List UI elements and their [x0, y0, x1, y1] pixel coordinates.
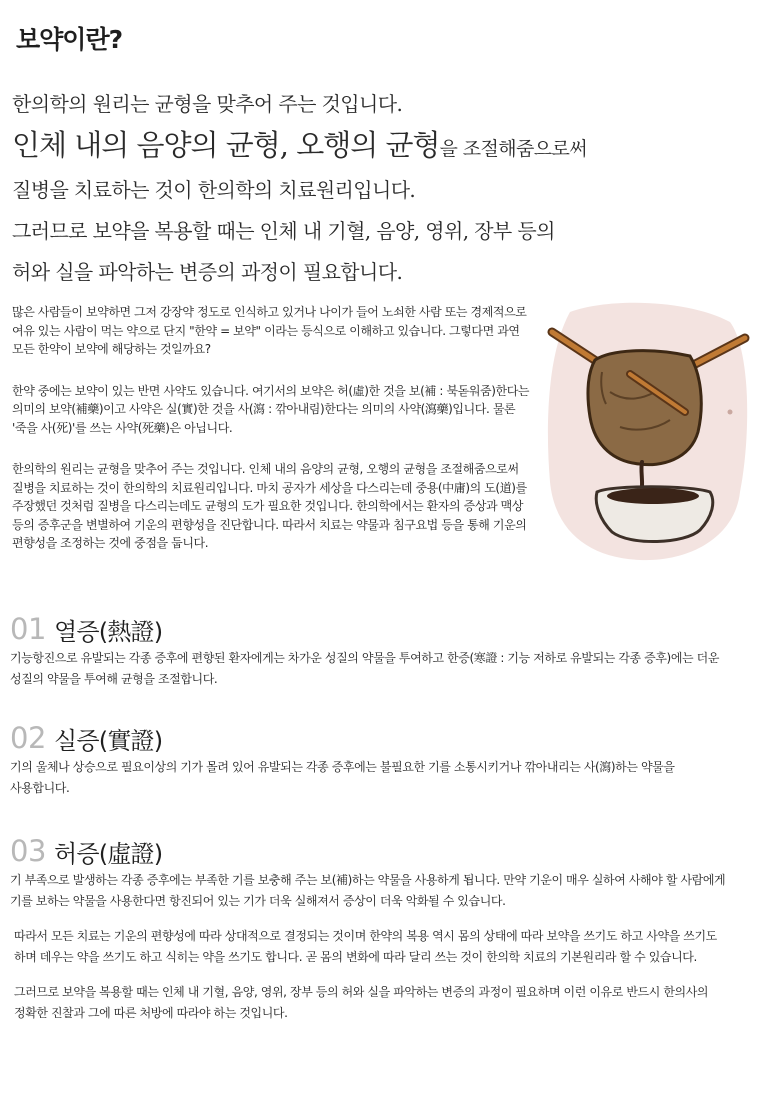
section-body-paragraph-2: 따라서 모든 치료는 기운의 편향성에 따라 상대적으로 결정되는 것이며 한약의 복용 역시 몸의 상태에 따라 보약을 쓰기도 하고 사약을 쓰기도 하며 데우는 약을 쓰기도 하고 식히는 약을 쓰기도 합니다. 곧 몸의 변화에 따라 달리 쓰는 것이 한의학 치료의 기본원리라 할 수 있습니다. [14, 929, 717, 964]
lead-line-4: 그러므로 보약을 복용할 때는 인체 내 기혈, 음양, 영위, 장부 등의 [12, 219, 555, 243]
section-body: 기의 울체나 상승으로 필요이상의 기가 몰려 있어 유발되는 각종 증후에는 불필요한 기를 소통시키거나 깎아내리는 사(瀉)하는 약물을 사용합니다. [10, 760, 675, 795]
section-02 [10, 719, 752, 799]
lead-line-5: 허와 실을 파악하는 변증의 과정이 필요합니다. [12, 260, 403, 284]
section-01 [10, 610, 752, 690]
lead-line-2-tail: 을 조절해줌으로써 [439, 138, 587, 160]
intro-paragraph-2: 한약 중에는 보약이 있는 반면 사약도 있습니다. 여기서의 보약은 허(虛)한 것을 보(補 : 북돋워줌)한다는 의미의 보약(補藥)이고 사약은 실(實)한 것을 사(瀉 : 깎아내림)한다는 의미의 사약(瀉藥)입니다. 물론 '죽을 사(死)'를 쓰는 사약(死藥)은 아닙니다. [12, 383, 530, 435]
section-title: 열증(熱證) [54, 618, 163, 646]
herbal-medicine-illustration [540, 292, 755, 567]
section-number: 02 [10, 721, 46, 755]
lead-line-3: 질병을 치료하는 것이 한의학의 치료원리입니다. [12, 178, 416, 202]
lead-line-1: 한의학의 원리는 균형을 맞추어 주는 것입니다. [12, 92, 403, 116]
section-title: 실증(實證) [54, 727, 163, 755]
lead-line-2 [12, 123, 587, 164]
intro-paragraph-3: 한의학의 원리는 균형을 맞추어 주는 것입니다. 인체 내의 음양의 균형, 오행의 균형을 조절해줌으로써 질병을 치료하는 것이 한의학의 치료원리입니다. 마치 공자가 세상을 다스리는데 중용(中庸)의 도(道)를 주장했던 것처럼 질병을 다스리는데도 균형의 도가 필요한 것입니다. 한의학에서는 환자의 증상과 맥상 등의 증후군을 변별하여 기운의 편향성을 진단합니다. 따라서 치료는 약물과 침구요법 등을 통해 기운의 편향성을 조정하는 것에 중점을 둡니다. [12, 462, 527, 550]
section-03 [10, 832, 752, 1024]
section-03-header [10, 832, 752, 870]
section-body: 기능항진으로 유발되는 각종 증후에 편향된 환자에게는 차가운 성질의 약물을 투여하고 한증(寒證 : 기능 저하로 유발되는 각종 증후)에는 더운 성질의 약물을 투여해 균형을 조절합니다. [10, 651, 720, 686]
lead-emphasis: 인체 내의 음양의 균형, 오행의 균형 [12, 128, 440, 162]
section-body-paragraph-3: 그러므로 보약을 복용할 때는 인체 내 기혈, 음양, 영위, 장부 등의 허와 실을 파악하는 변증의 과정이 필요하며 이런 이유로 반드시 한의사의 정확한 진찰과 그에 따른 처방에 따라야 하는 것입니다. [14, 985, 709, 1020]
section-number: 03 [10, 834, 46, 868]
section-body: 기 부족으로 발생하는 각종 증후에는 부족한 기를 보충해 주는 보(補)하는 약물을 사용하게 됩니다. 만약 기운이 매우 실하여 사해야 할 사람에게 기를 보하는 약물을 사용한다면 항진되어 있는 기가 더욱 실해져서 증상이 더욱 악화될 수 있습니다. [10, 873, 726, 908]
section-number: 01 [10, 612, 46, 646]
intro-paragraph-1: 많은 사람들이 보약하면 그저 강장약 정도로 인식하고 있거나 나이가 들어 노쇠한 사람 또는 경제적으로 여유 있는 사람이 먹는 약으로 단지 "한약 = 보약" 이라는 등식으로 이해하고 있습니다. 그렇다면 과연 모든 한약이 보약에 해당하는 것일까요? [12, 305, 527, 356]
page-title: 보약이란? [16, 25, 123, 54]
section-02-header [10, 719, 752, 757]
section-01-header [10, 610, 752, 648]
section-title: 허증(虛證) [54, 840, 163, 868]
intro-text [12, 303, 552, 576]
